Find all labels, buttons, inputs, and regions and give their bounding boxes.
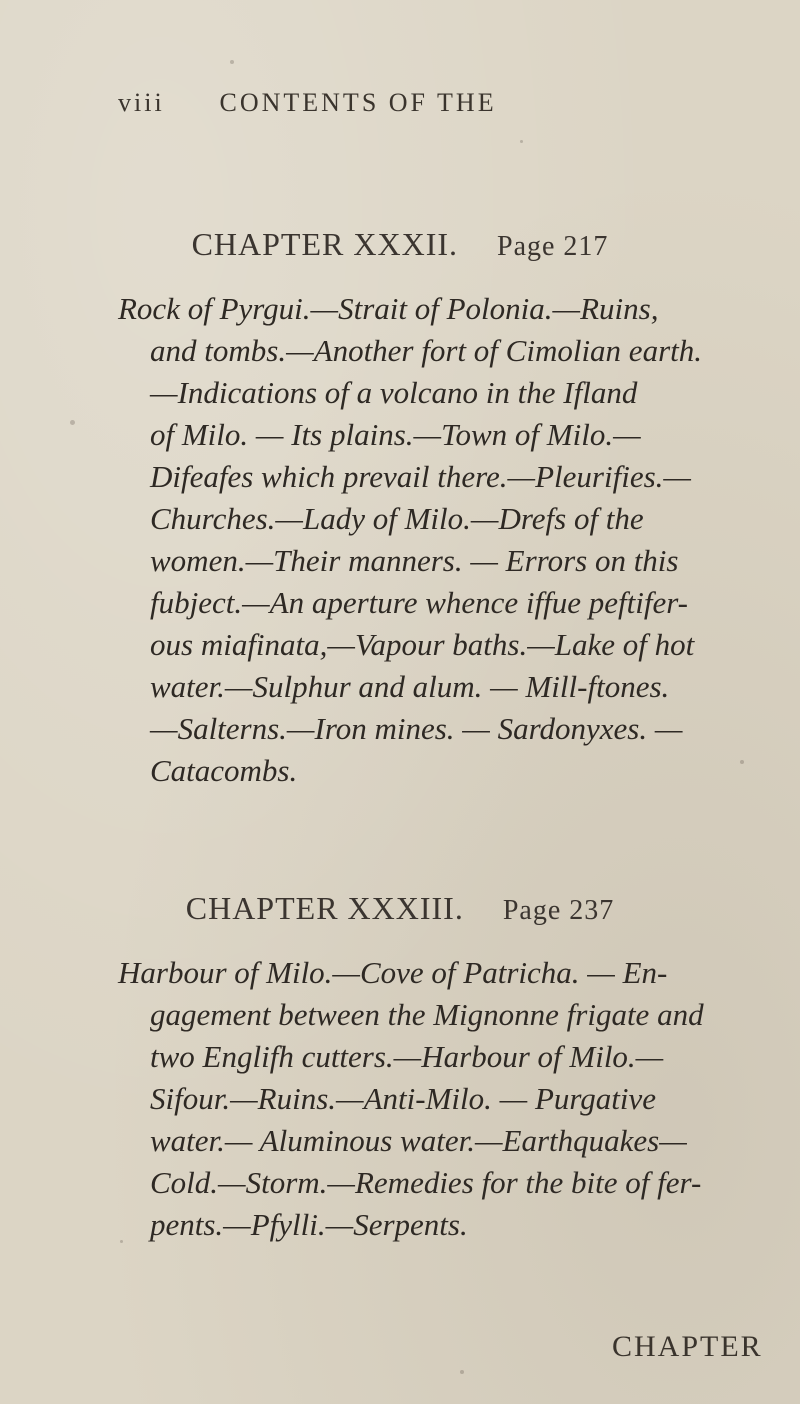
summary-line: two Englifh cutters.—Harbour of Milo.— [150,1039,664,1074]
summary-line: ous miafinata,—Vapour baths.—Lake of hot [150,627,695,662]
chapter-summary [118,952,750,1246]
paper-speck [120,1240,123,1243]
summary-line: and tombs.—Another fort of Cimolian earth. [150,333,702,368]
chapter-page-ref: Page 217 [497,231,609,262]
summary-line: Harbour of Milo.—Cove of Patricha. — En- [118,955,668,990]
summary-line: Sifour.—Ruins.—Anti-Milo. — Purgative [150,1081,657,1116]
summary-line: water.—Sulphur and alum. — Mill-ftones. [150,669,670,704]
summary-line: gagement between the Mignonne frigate and [150,997,704,1032]
page-folio: viii [118,88,165,117]
running-head [118,88,718,118]
chapter-title: CHAPTER XXXII. [191,226,458,262]
running-title: CONTENTS OF THE [219,88,497,117]
catchword: CHAPTER [612,1330,763,1363]
chapter-title: CHAPTER XXXIII. [185,890,464,926]
chapter-heading [0,226,800,263]
paper-speck [520,140,523,143]
summary-line: pents.—Pfylli.—Serpents. [150,1207,468,1242]
summary-line: —Indications of a volcano in the Ifland [150,375,638,410]
chapter-page-ref: Page 237 [502,895,615,926]
summary-line: —Salterns.—Iron mines. — Sardonyxes. — [150,711,683,746]
chapter-heading [0,890,800,927]
summary-line: of Milo. — Its plains.—Town of Milo.— [150,417,641,452]
chapter-summary [118,288,750,792]
paper-speck [740,760,744,764]
summary-line: fubject.—An aperture whence iffue peftifer- [150,585,689,620]
paper-speck [70,420,75,425]
summary-line: water.— Aluminous water.—Earthquakes— [150,1123,687,1158]
summary-line: Cold.—Storm.—Remedies for the bite of fer- [150,1165,702,1200]
summary-line: Churches.—Lady of Milo.—Drefs of the [150,501,644,536]
summary-line: Rock of Pyrgui.—Strait of Polonia.—Ruins, [118,291,659,326]
summary-line: Difeafes which prevail there.—Pleurifies.— [150,459,691,494]
summary-line: women.—Their manners. — Errors on this [150,543,679,578]
summary-line: Catacombs. [150,753,298,788]
paper-speck [230,60,234,64]
paper-speck [460,1370,464,1374]
